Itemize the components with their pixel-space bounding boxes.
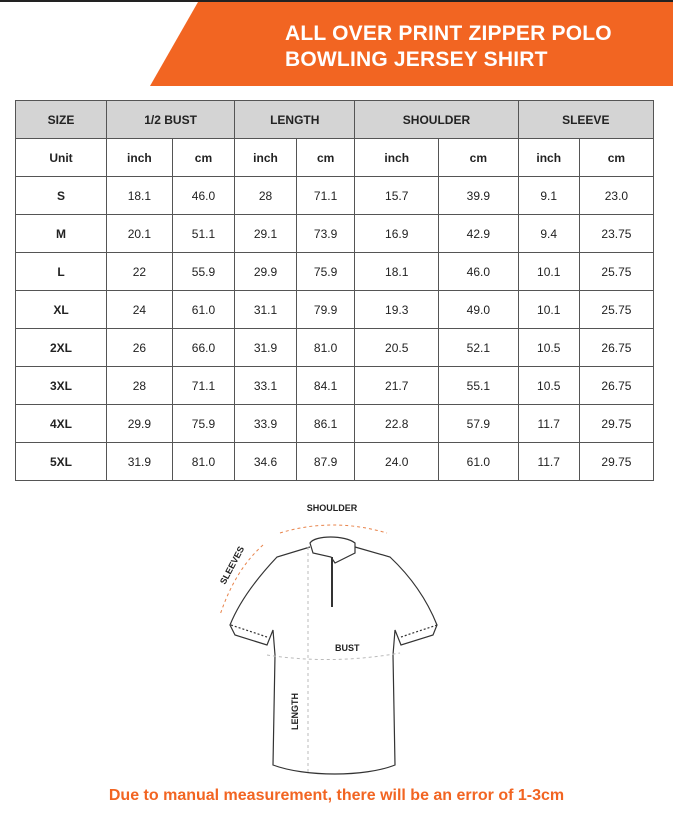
unit-cell: inch [235,139,297,177]
value-cell: 11.7 [518,443,579,481]
value-cell: 15.7 [355,177,439,215]
size-cell: 2XL [16,329,107,367]
value-cell: 29.9 [235,253,297,291]
table-row [16,329,654,367]
value-cell: 46.0 [439,253,518,291]
shirt-diagram [195,495,455,785]
value-cell: 29.1 [235,215,297,253]
value-cell: 34.6 [235,443,297,481]
value-cell: 86.1 [296,405,355,443]
value-cell: 31.9 [107,443,173,481]
value-cell: 79.9 [296,291,355,329]
value-cell: 87.9 [296,443,355,481]
value-cell: 10.5 [518,329,579,367]
value-cell: 22.8 [355,405,439,443]
unit-cell: cm [296,139,355,177]
table-row [16,177,654,215]
value-cell: 24.0 [355,443,439,481]
value-cell: 39.9 [439,177,518,215]
value-cell: 25.75 [579,291,653,329]
value-cell: 33.1 [235,367,297,405]
measure-lines [217,525,400,773]
value-cell: 29.75 [579,405,653,443]
value-cell: 26.75 [579,329,653,367]
size-cell: L [16,253,107,291]
measurement-note: Due to manual measurement, there will be an error of 1-3cm [108,787,565,804]
size-cell: XL [16,291,107,329]
value-cell: 10.1 [518,253,579,291]
value-cell: 51.1 [172,215,234,253]
table-row [16,291,654,329]
label-length: LENGTH [290,693,300,730]
shirt-outline [230,537,437,774]
unit-cell: inch [355,139,439,177]
value-cell: 57.9 [439,405,518,443]
unit-row [16,139,654,177]
value-cell: 9.4 [518,215,579,253]
title-line-1: ALL OVER PRINT ZIPPER POLO [285,22,612,45]
table-row [16,253,654,291]
header-length: LENGTH [235,101,355,139]
header-bust: 1/2 BUST [107,101,235,139]
value-cell: 29.9 [107,405,173,443]
value-cell: 11.7 [518,405,579,443]
value-cell: 16.9 [355,215,439,253]
value-cell: 61.0 [439,443,518,481]
value-cell: 22 [107,253,173,291]
size-chart-table [15,100,654,481]
value-cell: 73.9 [296,215,355,253]
value-cell: 25.75 [579,253,653,291]
value-cell: 26 [107,329,173,367]
value-cell: 71.1 [172,367,234,405]
table-row [16,367,654,405]
table-header-row [16,101,654,139]
unit-cell: inch [518,139,579,177]
value-cell: 81.0 [172,443,234,481]
value-cell: 52.1 [439,329,518,367]
value-cell: 10.5 [518,367,579,405]
unit-cell: inch [107,139,173,177]
size-cell: 3XL [16,367,107,405]
label-bust: BUST [335,643,360,653]
value-cell: 23.0 [579,177,653,215]
value-cell: 46.0 [172,177,234,215]
value-cell: 31.1 [235,291,297,329]
value-cell: 55.9 [172,253,234,291]
value-cell: 24 [107,291,173,329]
table-row [16,443,654,481]
value-cell: 33.9 [235,405,297,443]
size-cell: 4XL [16,405,107,443]
size-cell: S [16,177,107,215]
value-cell: 66.0 [172,329,234,367]
value-cell: 18.1 [107,177,173,215]
value-cell: 28 [107,367,173,405]
top-border [0,0,673,2]
value-cell: 71.1 [296,177,355,215]
page-title [285,21,612,73]
value-cell: 20.5 [355,329,439,367]
value-cell: 18.1 [355,253,439,291]
value-cell: 31.9 [235,329,297,367]
value-cell: 9.1 [518,177,579,215]
value-cell: 10.1 [518,291,579,329]
value-cell: 75.9 [172,405,234,443]
value-cell: 55.1 [439,367,518,405]
value-cell: 81.0 [296,329,355,367]
value-cell: 23.75 [579,215,653,253]
value-cell: 84.1 [296,367,355,405]
unit-cell: Unit [16,139,107,177]
unit-cell: cm [172,139,234,177]
value-cell: 49.0 [439,291,518,329]
unit-cell: cm [439,139,518,177]
header-size: SIZE [16,101,107,139]
value-cell: 21.7 [355,367,439,405]
unit-cell: cm [579,139,653,177]
table-row [16,215,654,253]
size-cell: 5XL [16,443,107,481]
title-line-2: BOWLING JERSEY SHIRT [285,48,548,71]
value-cell: 42.9 [439,215,518,253]
value-cell: 26.75 [579,367,653,405]
label-sleeves: SLEEVES [217,544,247,586]
header-shoulder: SHOULDER [355,101,518,139]
label-shoulder: SHOULDER [306,503,358,513]
size-cell: M [16,215,107,253]
value-cell: 28 [235,177,297,215]
value-cell: 29.75 [579,443,653,481]
table-row [16,405,654,443]
header-sleeve: SLEEVE [518,101,653,139]
value-cell: 61.0 [172,291,234,329]
value-cell: 19.3 [355,291,439,329]
value-cell: 20.1 [107,215,173,253]
value-cell: 75.9 [296,253,355,291]
